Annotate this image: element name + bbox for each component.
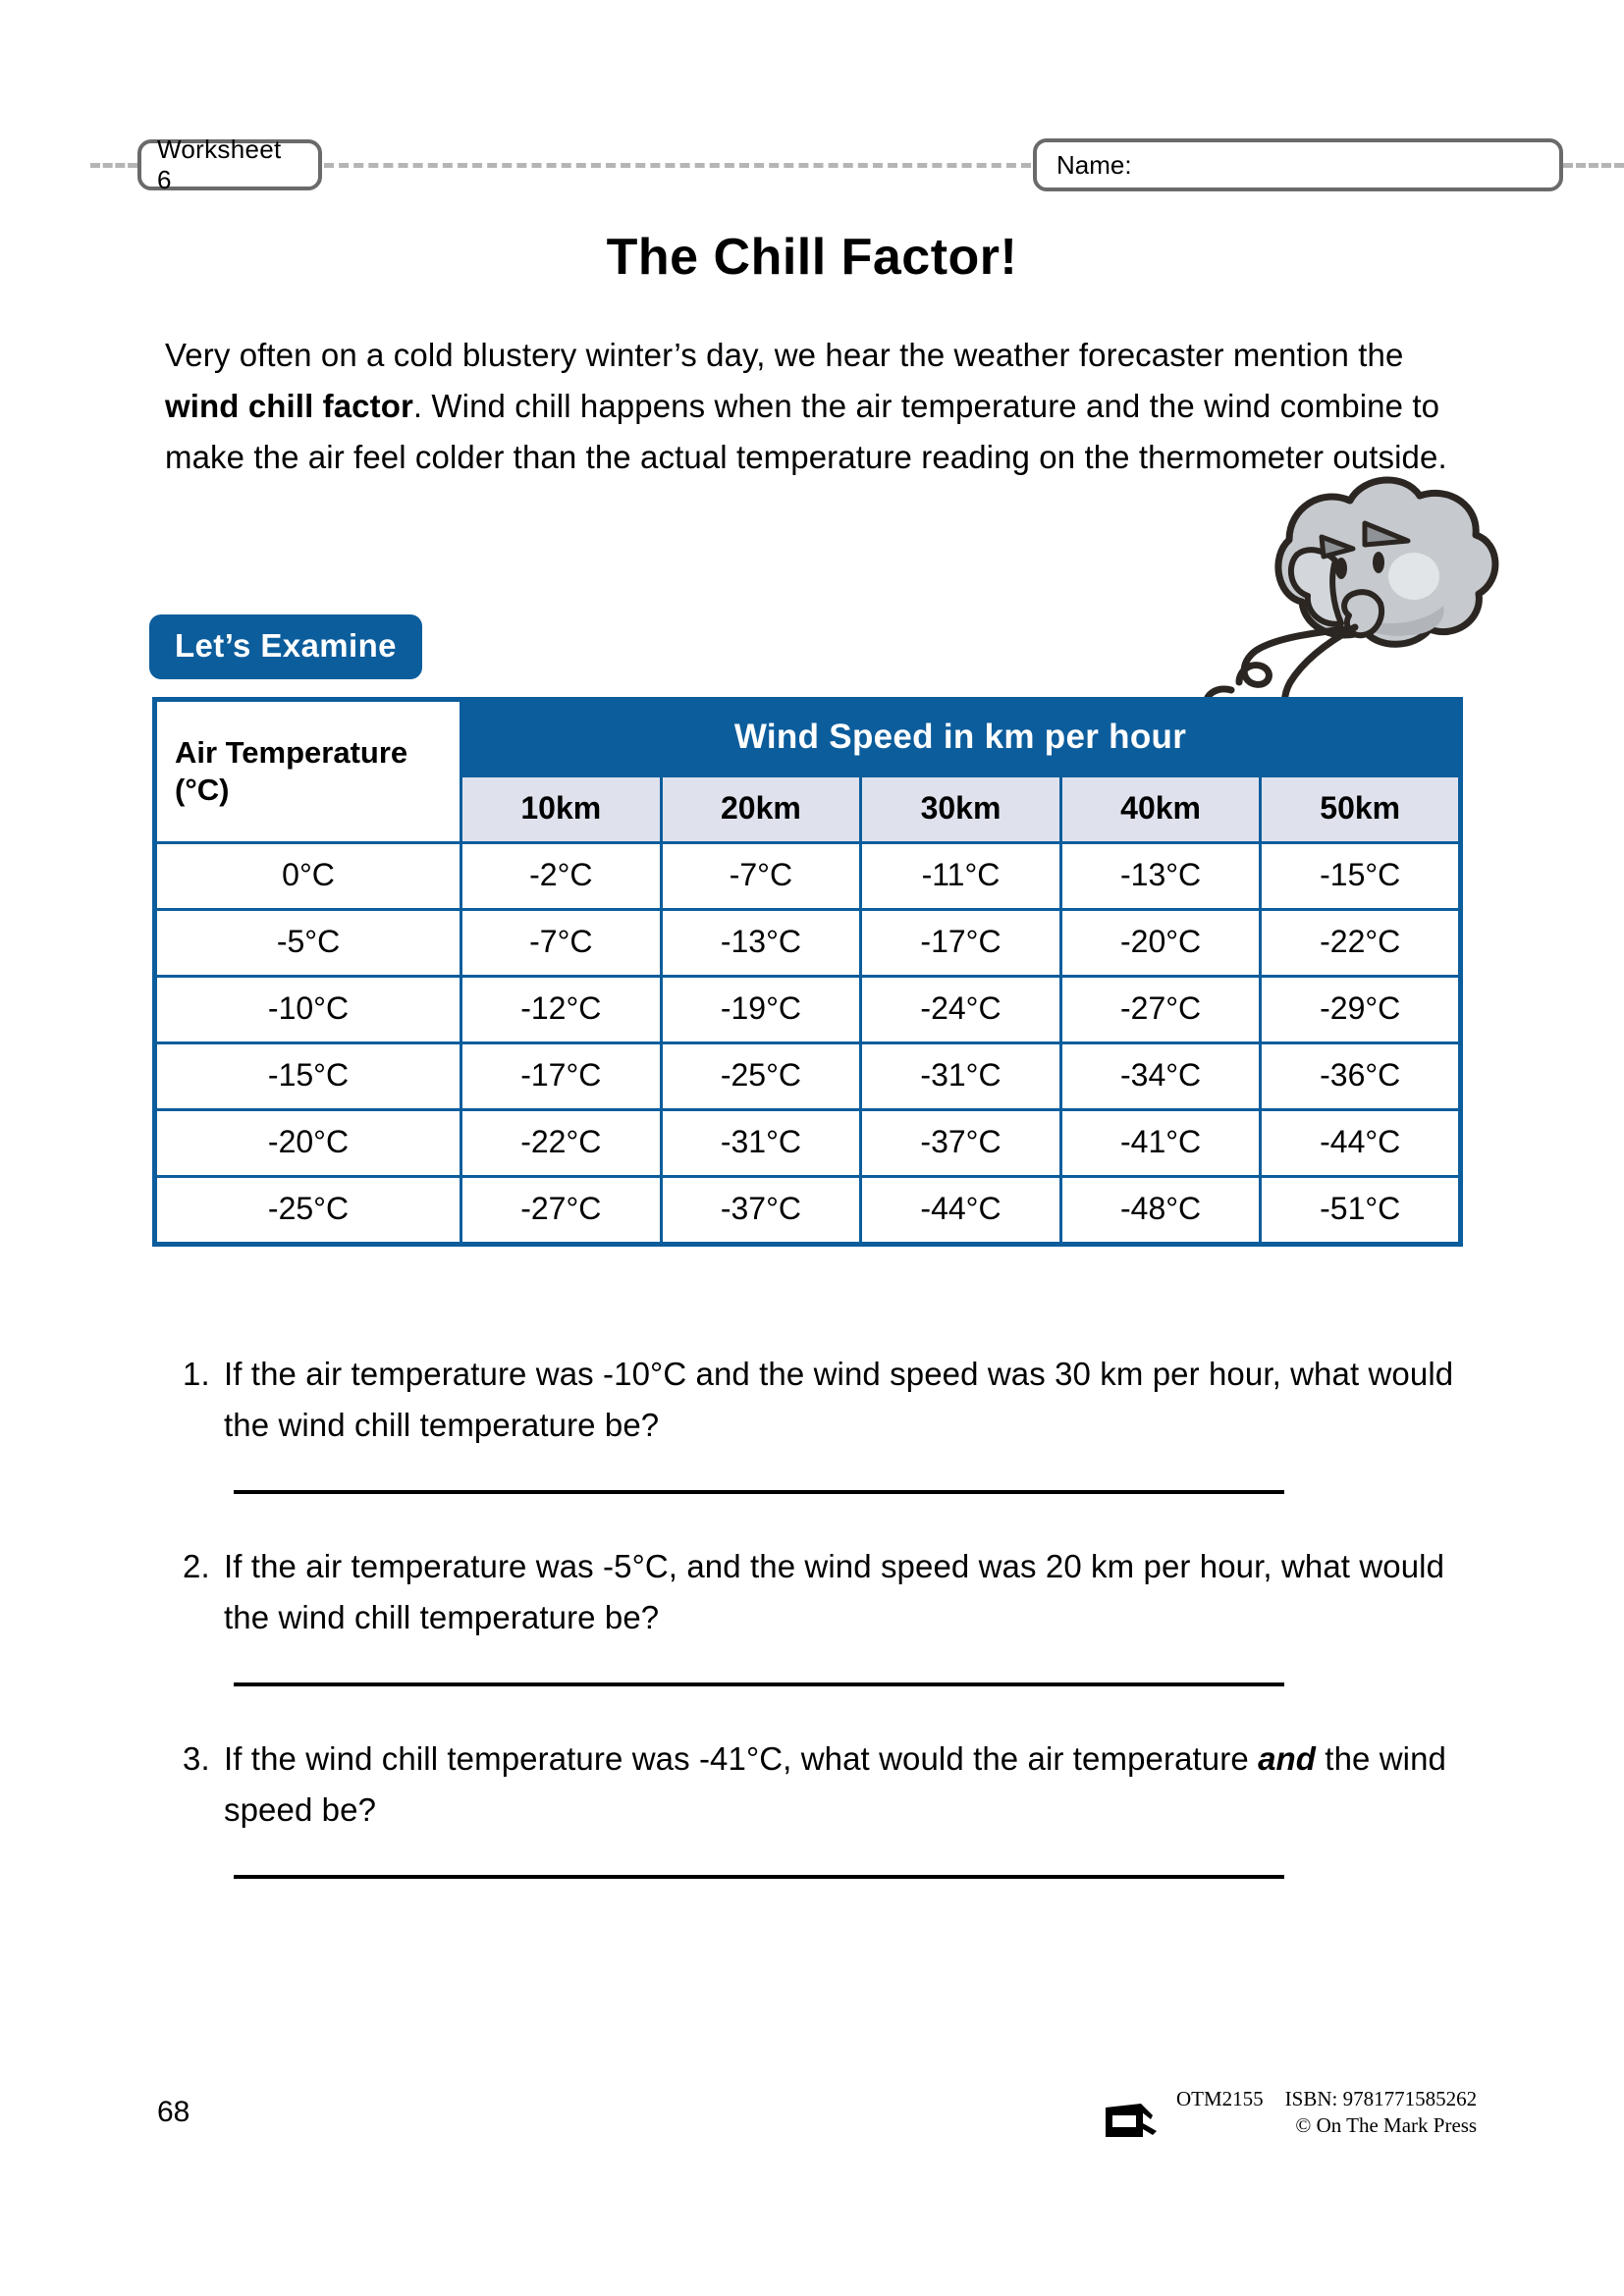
- table-row: [155, 910, 1461, 977]
- footer-text-block: [1176, 2086, 1477, 2139]
- cell: -27°C: [461, 1177, 662, 1245]
- header-wind-speed: Wind Speed in km per hour: [461, 700, 1461, 776]
- cell: -27°C: [1060, 977, 1261, 1043]
- row-air-temp: -25°C: [155, 1177, 461, 1245]
- answer-line-1[interactable]: [234, 1490, 1284, 1494]
- cell: -31°C: [661, 1110, 861, 1177]
- cell: -37°C: [861, 1110, 1061, 1177]
- cell: -36°C: [1261, 1043, 1461, 1110]
- name-field-label: Name:: [1056, 149, 1132, 180]
- cell: -7°C: [461, 910, 662, 977]
- cell: -7°C: [661, 843, 861, 910]
- row-air-temp: -15°C: [155, 1043, 461, 1110]
- table-header-row-top: [155, 700, 1461, 776]
- cell: -19°C: [661, 977, 861, 1043]
- row-air-temp: -5°C: [155, 910, 461, 977]
- cell: -13°C: [661, 910, 861, 977]
- cell: -51°C: [1261, 1177, 1461, 1245]
- question-3-number: 3.: [183, 1740, 210, 1777]
- worksheet-number-box: [137, 134, 322, 194]
- table-row: [155, 1043, 1461, 1110]
- publisher-logo-icon: [1102, 2094, 1161, 2145]
- question-1-text: [183, 1349, 1459, 1451]
- table-head: [155, 700, 1461, 843]
- cell: -11°C: [861, 843, 1061, 910]
- question-2: [183, 1541, 1459, 1686]
- worksheet-number-label: Worksheet 6: [157, 134, 282, 194]
- lets-examine-badge: Let’s Examine: [149, 614, 422, 679]
- cell: -2°C: [461, 843, 662, 910]
- cell: -31°C: [861, 1043, 1061, 1110]
- cell: -48°C: [1060, 1177, 1261, 1245]
- questions-list: [183, 1349, 1459, 1926]
- cell: -17°C: [861, 910, 1061, 977]
- wind-chill-table: [152, 697, 1463, 1247]
- cell: -15°C: [1261, 843, 1461, 910]
- cell: -24°C: [861, 977, 1061, 1043]
- question-3-text-after: the wind speed be?: [224, 1740, 1447, 1828]
- cell: -37°C: [661, 1177, 861, 1245]
- wind-chill-table-container: [152, 697, 1463, 1247]
- header-speed-50km: 50km: [1261, 776, 1461, 843]
- header-dash-right: [1563, 163, 1624, 168]
- footer-line-1: [1176, 2086, 1477, 2112]
- row-air-temp: 0°C: [155, 843, 461, 910]
- header-speed-10km: 10km: [461, 776, 662, 843]
- question-1-body: If the air temperature was -10°C and the wind speed was 30 km per hour, what would the wind chill temperature be?: [224, 1356, 1454, 1443]
- cell: -17°C: [461, 1043, 662, 1110]
- header-speed-40km: 40km: [1060, 776, 1261, 843]
- answer-line-3[interactable]: [234, 1875, 1284, 1879]
- footer-copyright: © On The Mark Press: [1295, 2113, 1478, 2137]
- cell: -41°C: [1060, 1110, 1261, 1177]
- isbn-text: ISBN: 9781771585262: [1284, 2087, 1478, 2110]
- cell: -34°C: [1060, 1043, 1261, 1110]
- header-air-temperature: Air Temperature (°C): [155, 700, 461, 843]
- table-body: [155, 843, 1461, 1245]
- header-speed-20km: 20km: [661, 776, 861, 843]
- question-3-body: [224, 1734, 1459, 1836]
- cell: -44°C: [1261, 1110, 1461, 1177]
- intro-text-part2: . Wind chill happens when the air temperature and the wind combine to make the air feel colder than the actual temperature reading on the thermometer outside.: [165, 388, 1447, 475]
- cell: -13°C: [1060, 843, 1261, 910]
- header-dash-middle: [324, 163, 1031, 168]
- question-3-text: [183, 1734, 1459, 1836]
- name-field[interactable]: [1033, 138, 1563, 191]
- page-title: The Chill Factor!: [606, 229, 1018, 286]
- row-air-temp: -10°C: [155, 977, 461, 1043]
- page-number: 68: [157, 2096, 190, 2128]
- intro-text-part1: Very often on a cold blustery winter’s day, we hear the weather forecaster mention the: [165, 337, 1404, 373]
- otm-code: OTM2155: [1176, 2087, 1264, 2110]
- question-2-text: [183, 1541, 1459, 1643]
- worksheet-header: [0, 133, 1624, 196]
- cell: -29°C: [1261, 977, 1461, 1043]
- cell: -25°C: [661, 1043, 861, 1110]
- intro-bold-term: wind chill factor: [165, 388, 413, 424]
- footer-credits: [1102, 2086, 1477, 2145]
- question-3: [183, 1734, 1459, 1879]
- question-3-emphasis: and: [1258, 1740, 1317, 1777]
- table-row: [155, 843, 1461, 910]
- answer-line-2[interactable]: [234, 1682, 1284, 1686]
- question-2-number: 2.: [183, 1548, 210, 1584]
- header-dash-left: [90, 163, 137, 168]
- cell: -12°C: [461, 977, 662, 1043]
- question-1-number: 1.: [183, 1356, 210, 1392]
- question-2-body: If the air temperature was -5°C, and the wind speed was 20 km per hour, what would the wind chill temperature be?: [224, 1548, 1445, 1635]
- table-row: [155, 977, 1461, 1043]
- row-air-temp: -20°C: [155, 1110, 461, 1177]
- header-speed-30km: 30km: [861, 776, 1061, 843]
- table-row: [155, 1177, 1461, 1245]
- cell: -22°C: [1261, 910, 1461, 977]
- question-1: [183, 1349, 1459, 1494]
- table-row: [155, 1110, 1461, 1177]
- question-3-text-before: If the wind chill temperature was -41°C, what would the air temperature: [224, 1740, 1259, 1777]
- cell: -20°C: [1060, 910, 1261, 977]
- cell: -22°C: [461, 1110, 662, 1177]
- cell: -44°C: [861, 1177, 1061, 1245]
- angry-wind-cloud-icon: [1196, 447, 1510, 731]
